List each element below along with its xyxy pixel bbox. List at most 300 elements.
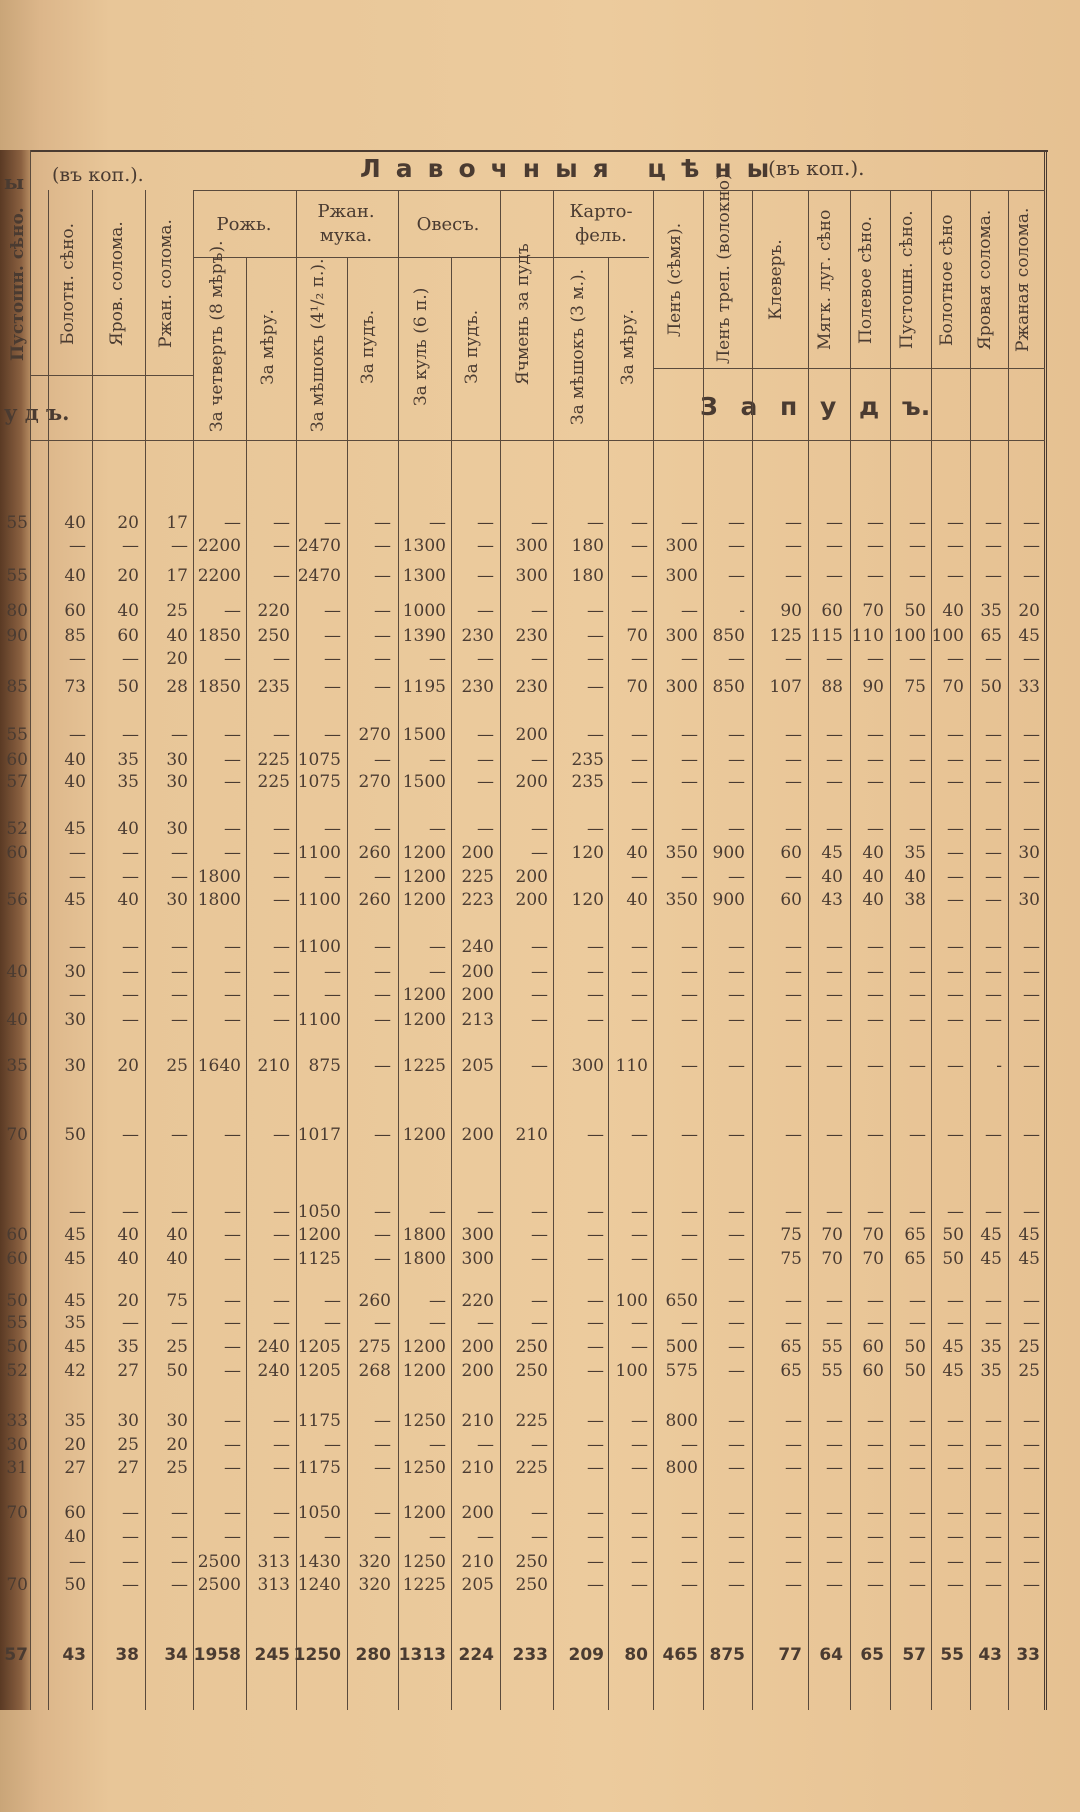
table-cell: 27 xyxy=(117,1361,139,1381)
cut-column-value: 31 xyxy=(6,1458,28,1478)
group-oves: Овесъ. xyxy=(416,214,480,235)
column-header-klever: Клеверъ. xyxy=(766,239,786,321)
table-cell: — xyxy=(867,725,884,745)
table-cell: 200 xyxy=(461,1361,494,1381)
table-cell: 90 xyxy=(862,677,884,697)
table-cell: 1075 xyxy=(297,750,341,770)
table-cell: — xyxy=(631,566,648,586)
table-cell: 40 xyxy=(64,1527,86,1547)
table-cell: — xyxy=(867,985,884,1005)
table-cell: 65 xyxy=(780,1337,802,1357)
table-cell: — xyxy=(681,772,698,792)
table-cell: 1250 xyxy=(293,1645,341,1665)
table-cell: 20 xyxy=(1018,601,1040,621)
table-cell: 350 xyxy=(665,843,698,863)
table-cell: 1850 xyxy=(197,677,241,697)
table-cell: — xyxy=(826,772,843,792)
table-cell: — xyxy=(531,1503,548,1523)
table-cell: — xyxy=(429,1291,446,1311)
table-cell: 110 xyxy=(615,1056,648,1076)
table-cell: 65 xyxy=(780,1361,802,1381)
table-cell: 100 xyxy=(615,1361,648,1381)
table-cell: — xyxy=(587,1010,604,1030)
table-cell: — xyxy=(985,937,1002,957)
table-cell: — xyxy=(631,1575,648,1595)
table-cell: — xyxy=(867,1575,884,1595)
table-cell: 50 xyxy=(166,1361,188,1381)
table-cell: 73 xyxy=(64,677,86,697)
table-cell: 1200 xyxy=(402,1010,446,1030)
cut-column-value: 57 xyxy=(4,1645,28,1665)
table-cell: — xyxy=(374,1125,391,1145)
table-row xyxy=(0,535,1080,557)
table-cell: 50 xyxy=(980,677,1002,697)
table-cell: — xyxy=(324,1291,341,1311)
table-cell: — xyxy=(909,1458,926,1478)
table-cell: — xyxy=(909,937,926,957)
table-cell: — xyxy=(826,1458,843,1478)
table-cell: — xyxy=(728,1411,745,1431)
table-cell: 1300 xyxy=(402,536,446,556)
table-cell: 1017 xyxy=(297,1125,341,1145)
table-cell: — xyxy=(171,843,188,863)
table-cell: — xyxy=(587,1435,604,1455)
table-cell: — xyxy=(909,1313,926,1333)
table-cell: 60 xyxy=(117,626,139,646)
table-cell: — xyxy=(631,819,648,839)
table-cell: — xyxy=(171,1313,188,1333)
table-cell: — xyxy=(69,985,86,1005)
cut-column-value: 52 xyxy=(6,819,28,839)
table-cell: 60 xyxy=(780,843,802,863)
cut-column-value: 55 xyxy=(6,725,28,745)
table-cell: — xyxy=(785,725,802,745)
table-cell: 220 xyxy=(461,1291,494,1311)
table-row xyxy=(0,1360,1080,1382)
table-cell: 300 xyxy=(665,536,698,556)
table-cell: — xyxy=(985,1435,1002,1455)
table-cell: — xyxy=(224,843,241,863)
table-cell: — xyxy=(681,1552,698,1572)
table-cell: — xyxy=(985,750,1002,770)
table-cell: 70 xyxy=(862,601,884,621)
column-header-polevoe: Полевое сѣно. xyxy=(856,216,876,344)
column-header-kart_meshok: За мѣшокъ (3 м.). xyxy=(568,269,588,426)
table-cell: — xyxy=(985,1313,1002,1333)
table-cell: 1800 xyxy=(402,1225,446,1245)
table-cell: — xyxy=(531,1249,548,1269)
table-cell: — xyxy=(909,1503,926,1523)
column-header-kart_mera: За мѣру. xyxy=(618,309,638,385)
cut-column-value: 40 xyxy=(6,962,28,982)
table-cell: — xyxy=(985,566,1002,586)
table-cell: — xyxy=(728,1010,745,1030)
table-row xyxy=(0,984,1080,1006)
table-cell: — xyxy=(273,890,290,910)
table-cell: 300 xyxy=(515,536,548,556)
table-cell: 60 xyxy=(780,890,802,910)
table-cell: — xyxy=(477,536,494,556)
table-cell: — xyxy=(587,1411,604,1431)
table-cell: 230 xyxy=(515,677,548,697)
table-cell: — xyxy=(171,725,188,745)
table-cell: — xyxy=(324,962,341,982)
table-cell: — xyxy=(947,513,964,533)
table-cell: 110 xyxy=(851,626,884,646)
table-cell: — xyxy=(122,937,139,957)
table-cell: — xyxy=(224,649,241,669)
table-cell: — xyxy=(826,1125,843,1145)
table-cell: 30 xyxy=(166,750,188,770)
table-cell: 40 xyxy=(117,819,139,839)
table-cell: 200 xyxy=(461,1337,494,1357)
table-cell: 850 xyxy=(712,626,745,646)
table-cell: 200 xyxy=(515,867,548,887)
table-cell: — xyxy=(1023,1435,1040,1455)
table-cell: 35 xyxy=(980,601,1002,621)
table-cell: 60 xyxy=(821,601,843,621)
table-cell: — xyxy=(985,1552,1002,1572)
table-cell: — xyxy=(785,536,802,556)
table-cell: — xyxy=(122,649,139,669)
cut-column-value: 50 xyxy=(6,1337,28,1357)
table-row xyxy=(0,1526,1080,1548)
table-cell: 43 xyxy=(978,1645,1002,1665)
table-cell: — xyxy=(1023,1552,1040,1572)
cut-column-value: 70 xyxy=(6,1125,28,1145)
table-cell: — xyxy=(985,1527,1002,1547)
table-cell: — xyxy=(785,937,802,957)
table-cell: — xyxy=(785,1435,802,1455)
column-header-yarov: Яров. солома. xyxy=(107,221,127,347)
table-cell: — xyxy=(681,867,698,887)
table-cell: 250 xyxy=(515,1361,548,1381)
table-cell: — xyxy=(374,1313,391,1333)
table-cell: — xyxy=(947,985,964,1005)
table-cell: — xyxy=(867,750,884,770)
cut-column-value: 35 xyxy=(6,1056,28,1076)
table-cell: 1075 xyxy=(297,772,341,792)
table-cell: — xyxy=(631,1435,648,1455)
table-cell: 45 xyxy=(1018,1225,1040,1245)
table-cell: — xyxy=(587,985,604,1005)
table-cell: — xyxy=(1023,649,1040,669)
table-cell: — xyxy=(947,1056,964,1076)
table-cell: — xyxy=(171,1552,188,1572)
table-cell: 1200 xyxy=(297,1225,341,1245)
table-cell: — xyxy=(374,962,391,982)
table-cell: — xyxy=(69,843,86,863)
cut-column-value: 56 xyxy=(6,890,28,910)
table-cell: — xyxy=(531,819,548,839)
table-cell: 465 xyxy=(662,1645,698,1665)
table-cell: 45 xyxy=(1018,1249,1040,1269)
table-cell: — xyxy=(728,1225,745,1245)
table-cell: — xyxy=(374,985,391,1005)
table-cell: — xyxy=(631,1503,648,1523)
table-cell: 230 xyxy=(515,626,548,646)
table-cell: 1000 xyxy=(402,601,446,621)
table-cell: — xyxy=(224,1125,241,1145)
table-cell: — xyxy=(631,772,648,792)
table-cell: — xyxy=(273,1503,290,1523)
cut-column-value: 40 xyxy=(6,1010,28,1030)
table-cell: — xyxy=(728,1202,745,1222)
table-cell: — xyxy=(681,1202,698,1222)
table-cell: — xyxy=(785,867,802,887)
table-cell: — xyxy=(681,962,698,982)
table-cell: — xyxy=(122,867,139,887)
table-cell: — xyxy=(429,1527,446,1547)
table-cell: 45 xyxy=(980,1249,1002,1269)
table-cell: 50 xyxy=(942,1225,964,1245)
table-cell: 40 xyxy=(117,890,139,910)
group-kart: Карто- фель. xyxy=(569,201,633,246)
table-cell: — xyxy=(785,566,802,586)
cut-column-value: 33 xyxy=(6,1411,28,1431)
table-cell: 40 xyxy=(117,1249,139,1269)
za-pud-right: З а п у д ъ. xyxy=(700,392,931,421)
table-cell: — xyxy=(122,1313,139,1333)
table-cell: 40 xyxy=(166,626,188,646)
table-cell: — xyxy=(1023,1527,1040,1547)
table-cell: 350 xyxy=(665,890,698,910)
table-cell: — xyxy=(374,750,391,770)
left-fragment: ы xyxy=(4,170,25,194)
table-cell: — xyxy=(909,1010,926,1030)
table-cell: 1100 xyxy=(297,890,341,910)
table-cell: 25 xyxy=(166,1056,188,1076)
table-cell: — xyxy=(1023,1202,1040,1222)
table-cell: 300 xyxy=(571,1056,604,1076)
table-cell: — xyxy=(273,937,290,957)
table-cell: — xyxy=(477,1527,494,1547)
table-cell: 57 xyxy=(902,1645,926,1665)
table-cell: 30 xyxy=(64,1056,86,1076)
table-cell: 65 xyxy=(904,1225,926,1245)
table-cell: — xyxy=(1023,566,1040,586)
table-cell: 65 xyxy=(860,1645,884,1665)
table-cell: — xyxy=(224,1503,241,1523)
table-cell: 2470 xyxy=(297,536,341,556)
table-cell: — xyxy=(985,725,1002,745)
table-cell: — xyxy=(681,725,698,745)
table-cell: — xyxy=(224,1337,241,1357)
table-cell: 1205 xyxy=(297,1337,341,1357)
table-cell: — xyxy=(69,937,86,957)
table-cell: — xyxy=(909,1125,926,1145)
table-cell: — xyxy=(631,1313,648,1333)
table-cell: — xyxy=(171,985,188,1005)
table-cell: — xyxy=(374,1249,391,1269)
table-cell: 17 xyxy=(166,513,188,533)
table-cell: 2470 xyxy=(297,566,341,586)
table-cell: 50 xyxy=(942,1249,964,1269)
table-cell: — xyxy=(477,1202,494,1222)
table-cell: — xyxy=(909,649,926,669)
table-cell: — xyxy=(477,1313,494,1333)
table-cell: — xyxy=(224,1435,241,1455)
table-row xyxy=(0,889,1080,911)
table-cell: — xyxy=(324,1435,341,1455)
table-cell: — xyxy=(69,1552,86,1572)
table-cell: 80 xyxy=(624,1645,648,1665)
table-cell: — xyxy=(947,1313,964,1333)
table-cell: 38 xyxy=(904,890,926,910)
table-cell: — xyxy=(531,1527,548,1547)
table-cell: — xyxy=(224,1202,241,1222)
table-cell: — xyxy=(785,1552,802,1572)
table-cell: 875 xyxy=(709,1645,745,1665)
table-cell: — xyxy=(728,819,745,839)
column-header-muka_meshok: За мѣшокъ (4¹/₂ п.). xyxy=(308,258,328,432)
table-cell: — xyxy=(867,1411,884,1431)
table-cell: — xyxy=(587,1552,604,1572)
table-cell: — xyxy=(429,1313,446,1333)
table-cell: — xyxy=(631,601,648,621)
table-cell: 1250 xyxy=(402,1411,446,1431)
table-cell: — xyxy=(224,937,241,957)
table-cell: 300 xyxy=(515,566,548,586)
table-cell: — xyxy=(728,750,745,770)
table-cell: — xyxy=(587,1527,604,1547)
table-row xyxy=(0,600,1080,622)
table-cell: 1200 xyxy=(402,867,446,887)
table-cell: — xyxy=(867,1291,884,1311)
table-cell: — xyxy=(985,1291,1002,1311)
table-cell: 225 xyxy=(461,867,494,887)
table-cell: 33 xyxy=(1016,1645,1040,1665)
table-cell: 1800 xyxy=(402,1249,446,1269)
table-cell: — xyxy=(273,1125,290,1145)
table-cell: — xyxy=(867,1527,884,1547)
table-cell: — xyxy=(374,1435,391,1455)
table-cell: 1300 xyxy=(402,566,446,586)
table-cell: — xyxy=(1023,867,1040,887)
table-cell: 200 xyxy=(515,772,548,792)
table-cell: — xyxy=(531,985,548,1005)
table-cell: — xyxy=(867,566,884,586)
table-cell: — xyxy=(631,962,648,982)
table-cell: 1100 xyxy=(297,843,341,863)
table-cell: — xyxy=(681,819,698,839)
table-cell: 209 xyxy=(568,1645,604,1665)
table-cell: 70 xyxy=(862,1249,884,1269)
table-cell: 210 xyxy=(515,1125,548,1145)
table-cell: 2200 xyxy=(197,566,241,586)
table-cell: 200 xyxy=(515,725,548,745)
cut-column-value: 60 xyxy=(6,1249,28,1269)
table-cell: — xyxy=(531,937,548,957)
table-cell: — xyxy=(681,1435,698,1455)
table-cell: — xyxy=(429,750,446,770)
table-cell: 268 xyxy=(358,1361,391,1381)
table-cell: 225 xyxy=(257,772,290,792)
table-cell: 200 xyxy=(461,962,494,982)
table-cell: — xyxy=(947,819,964,839)
cut-column-value: 55 xyxy=(6,566,28,586)
table-cell: — xyxy=(1023,819,1040,839)
average-row xyxy=(0,1644,1080,1666)
table-row xyxy=(0,1055,1080,1077)
table-cell: — xyxy=(785,1202,802,1222)
table-cell: 35 xyxy=(64,1411,86,1431)
table-cell: — xyxy=(826,819,843,839)
table-row xyxy=(0,771,1080,793)
table-cell: — xyxy=(681,513,698,533)
table-cell: — xyxy=(1023,772,1040,792)
table-cell: — xyxy=(273,962,290,982)
table-cell: 320 xyxy=(358,1575,391,1595)
table-cell: — xyxy=(531,1056,548,1076)
table-cell: 1800 xyxy=(197,867,241,887)
table-cell: — xyxy=(531,649,548,669)
table-cell: 25 xyxy=(1018,1361,1040,1381)
table-cell: — xyxy=(728,985,745,1005)
table-cell: — xyxy=(587,1249,604,1269)
table-cell: 300 xyxy=(665,566,698,586)
table-cell: — xyxy=(587,1575,604,1595)
table-row xyxy=(0,936,1080,958)
table-row xyxy=(0,1201,1080,1223)
table-cell: 85 xyxy=(64,626,86,646)
table-cell: — xyxy=(947,536,964,556)
table-cell: 1500 xyxy=(402,772,446,792)
table-cell: — xyxy=(122,985,139,1005)
table-cell: — xyxy=(826,1202,843,1222)
table-cell: 1100 xyxy=(297,937,341,957)
table-cell: 250 xyxy=(515,1337,548,1357)
table-row xyxy=(0,676,1080,698)
table-cell: — xyxy=(867,536,884,556)
table-cell: — xyxy=(985,1575,1002,1595)
table-cell: 38 xyxy=(115,1645,139,1665)
table-cell: — xyxy=(324,985,341,1005)
table-cell: — xyxy=(785,1575,802,1595)
table-cell: — xyxy=(985,1411,1002,1431)
table-row xyxy=(0,961,1080,983)
table-cell: — xyxy=(477,601,494,621)
column-header-myagk: Мягк. луг. сѣно xyxy=(815,209,835,351)
table-cell: — xyxy=(224,725,241,745)
table-cell: — xyxy=(909,750,926,770)
table-row xyxy=(0,565,1080,587)
table-cell: — xyxy=(947,1291,964,1311)
table-cell: — xyxy=(728,937,745,957)
table-cell: 1225 xyxy=(402,1056,446,1076)
table-cell: — xyxy=(122,843,139,863)
table-cell: 55 xyxy=(821,1361,843,1381)
table-cell: — xyxy=(374,1458,391,1478)
table-cell: — xyxy=(728,867,745,887)
table-cell: — xyxy=(985,890,1002,910)
table-cell: 1850 xyxy=(197,626,241,646)
table-cell: 1225 xyxy=(402,1575,446,1595)
table-cell: 225 xyxy=(515,1458,548,1478)
table-cell: - xyxy=(996,1056,1002,1076)
table-cell: — xyxy=(1023,725,1040,745)
table-cell: — xyxy=(728,1458,745,1478)
table-cell: 1050 xyxy=(297,1202,341,1222)
table-cell: — xyxy=(947,843,964,863)
table-cell: — xyxy=(587,1202,604,1222)
table-cell: — xyxy=(273,513,290,533)
table-cell: — xyxy=(985,536,1002,556)
table-cell: — xyxy=(681,1527,698,1547)
table-cell: 40 xyxy=(166,1249,188,1269)
table-cell: 77 xyxy=(778,1645,802,1665)
table-cell: 90 xyxy=(780,601,802,621)
